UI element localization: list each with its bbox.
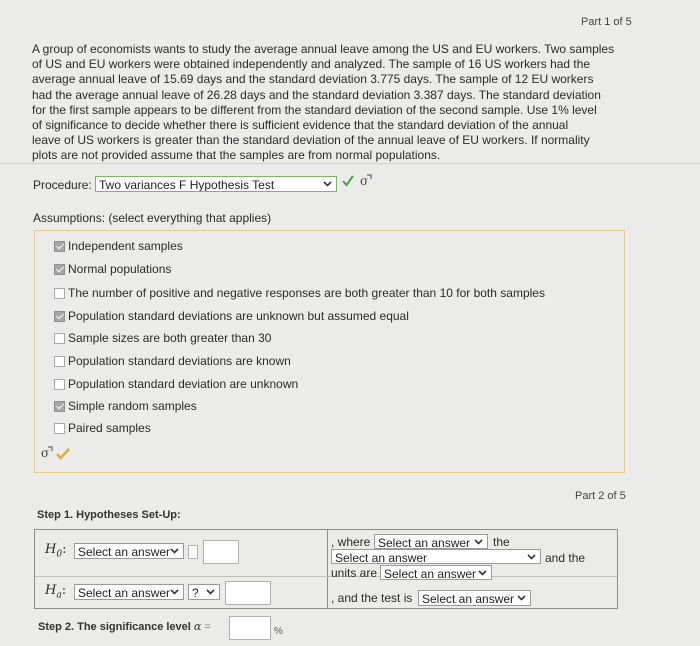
assumptions-feedback [40, 446, 70, 465]
problem-line: plots are not provided assume that the samples are from normal populations. [32, 148, 441, 163]
svg-text:σ: σ [41, 446, 50, 460]
assumption-option[interactable] [54, 286, 545, 300]
percent-sign: % [274, 626, 283, 637]
chevron-down-icon [474, 535, 483, 548]
assumption-option[interactable] [54, 309, 409, 323]
assumption-option[interactable] [54, 421, 151, 435]
procedure-select[interactable] [95, 176, 337, 192]
significance-level-input[interactable] [229, 616, 271, 640]
procedure-value: Two variances F Hypothesis Test [99, 178, 275, 192]
h0-operator-input[interactable] [188, 545, 198, 559]
h0-parameter-select[interactable]: Select an answer [74, 543, 184, 559]
option-label: Normal populations [68, 262, 172, 276]
checkbox[interactable] [54, 379, 65, 390]
ha-operator-select[interactable]: ? [188, 584, 220, 600]
divider [35, 576, 617, 577]
option-label: Population standard deviations are unknown but assumed equal [68, 309, 409, 323]
checkbox[interactable] [54, 356, 65, 367]
divider [0, 163, 700, 164]
sigma-icon[interactable] [40, 446, 54, 465]
checkbox[interactable] [54, 241, 65, 252]
assumption-option[interactable] [54, 331, 271, 345]
step1-title: Step 1. Hypotheses Set-Up: [37, 509, 181, 521]
and-test-is-text: , and the test is [331, 591, 413, 605]
assumption-option[interactable] [54, 354, 291, 368]
option-label: Sample sizes are both greater than 30 [68, 331, 272, 345]
problem-statement [32, 42, 632, 164]
chevron-down-icon [170, 544, 179, 558]
problem-line: average annual leave of 15.69 days and the standard deviation 3.775 days. The sample of 12 EU workers [32, 72, 594, 87]
check-icon [341, 174, 355, 193]
procedure-label: Procedure: [33, 178, 92, 192]
ha-label: $H_a$: [45, 583, 67, 601]
chevron-down-icon [323, 177, 332, 191]
ha-parameter-select[interactable]: Select an answer [74, 584, 184, 600]
test-type-select[interactable]: Select an answer [418, 590, 531, 606]
checkbox[interactable] [54, 264, 65, 275]
h0-label: $H_0$: [45, 542, 67, 560]
option-label: The number of positive and negative responses are both greater than 10 for both samples [68, 286, 545, 300]
part-indicator: Part 2 of 5 [575, 490, 626, 502]
and-the-text: and the [545, 551, 586, 565]
assumption-option[interactable] [54, 399, 197, 413]
option-label: Simple random samples [68, 399, 197, 413]
where-text: , where [331, 535, 371, 549]
checkbox[interactable] [54, 401, 65, 412]
option-label: Population standard deviation are unknown [68, 377, 299, 391]
problem-line: of US and EU workers were obtained independently and analyzed. The sample of 16 US workers had the [32, 57, 591, 72]
description-select[interactable]: Select an answer [331, 549, 541, 564]
assumption-option[interactable] [54, 239, 183, 253]
the-text: the [493, 535, 510, 549]
chevron-down-icon [517, 591, 526, 605]
chevron-down-icon [206, 585, 215, 599]
where-select[interactable]: Select an answer [374, 534, 488, 549]
units-are-text: units are [331, 566, 378, 580]
problem-line: of significance to decide whether there is sufficient evidence that the standard deviation of the annual [32, 118, 569, 133]
h0-value-input[interactable] [203, 540, 239, 564]
problem-line: had the average annual leave of 26.28 days and the standard deviation 3.387 days. The standard deviation [32, 87, 601, 102]
svg-text:σ: σ [360, 174, 369, 188]
sigma-icon[interactable] [359, 174, 373, 193]
part-indicator: Part 1 of 5 [581, 16, 632, 28]
checkbox[interactable] [54, 288, 65, 299]
problem-line: leave of US workers is greater than the standard deviation of the annual leave of EU workers. If normality [32, 133, 590, 148]
checkbox[interactable] [54, 311, 65, 322]
option-label: Independent samples [68, 239, 183, 253]
units-select[interactable]: Select an answer [380, 565, 492, 580]
option-label: Paired samples [68, 421, 151, 435]
step2-title: Step 2. The significance level α = [38, 620, 211, 633]
ha-value-input[interactable] [225, 581, 271, 605]
chevron-down-icon [527, 550, 536, 563]
option-label: Population standard deviations are known [68, 354, 291, 368]
problem-line: for the first sample appears to be different from the standard deviation of the second sample. Use 1% level [32, 102, 597, 117]
assumptions-label: Assumptions: (select everything that applies) [33, 211, 272, 225]
pencil-check-icon [56, 447, 70, 465]
checkbox[interactable] [54, 333, 65, 344]
chevron-down-icon [170, 585, 179, 599]
chevron-down-icon [478, 566, 487, 579]
assumption-option[interactable] [54, 377, 298, 391]
problem-line: A group of economists wants to study the average annual leave among the US and EU workers. Two samples [32, 42, 615, 56]
assumption-option[interactable] [54, 262, 171, 276]
checkbox[interactable] [54, 423, 65, 434]
divider [327, 530, 328, 608]
